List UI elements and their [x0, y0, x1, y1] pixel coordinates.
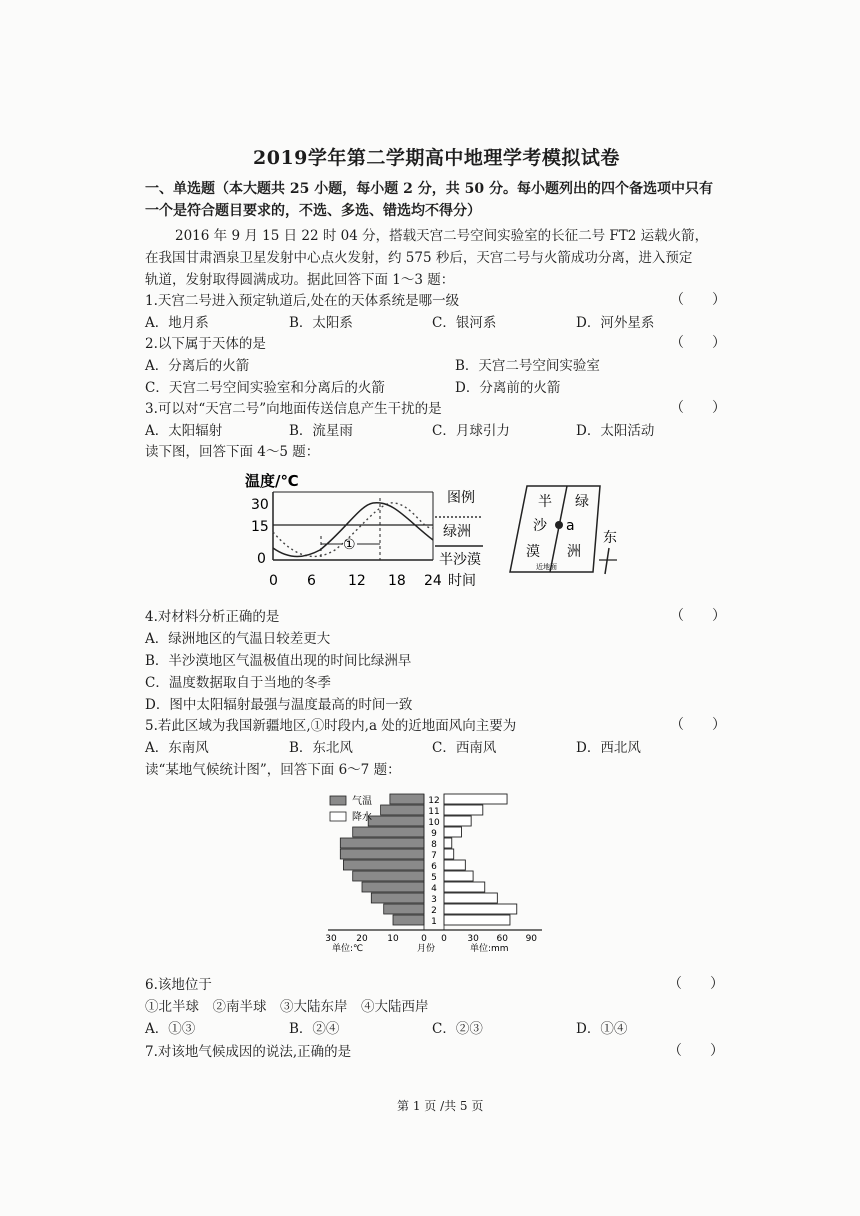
precipitation-bar — [444, 838, 452, 848]
left-tick-label: 0 — [421, 934, 427, 944]
east-arrow-icon — [605, 548, 609, 574]
question-2-stem: 2.以下属于天体的是 — [145, 336, 266, 352]
q4-option-d: D．图中太阳辐射最强与温度最高的时间一致 — [145, 697, 413, 713]
map-label: 半 — [538, 494, 552, 510]
precipitation-bar — [444, 915, 510, 925]
month-label: 4 — [431, 884, 437, 894]
month-label: 2 — [431, 906, 437, 916]
section-header-line2: 一个是符合题目要求的，不选、多选、错选均不得分） — [145, 203, 481, 219]
month-label: 10 — [428, 818, 440, 828]
temperature-bar — [393, 915, 424, 925]
map-label: 绿 — [575, 494, 589, 510]
map-label: 洲 — [567, 544, 581, 560]
precipitation-bar — [444, 794, 507, 804]
month-label: 8 — [431, 840, 437, 850]
month-label: 5 — [431, 873, 437, 883]
q2-option-b: B．天宫二号空间实验室 — [455, 358, 600, 374]
left-unit-label: 单位:℃ — [332, 944, 364, 954]
temperature-figure — [235, 470, 635, 595]
legend-title: 图例 — [447, 490, 475, 506]
q4-option-b: B．半沙漠地区气温极值出现的时间比绿洲早 — [145, 653, 412, 669]
center-axis-label: 月份 — [416, 944, 436, 954]
answer-blank-7[interactable]: （ ） — [668, 1043, 724, 1059]
period-marker: ① — [343, 537, 356, 553]
precipitation-bar — [444, 871, 473, 881]
answer-blank-1[interactable]: （ ） — [670, 292, 726, 308]
left-tick-label: 20 — [356, 934, 368, 944]
precipitation-bar — [444, 849, 454, 859]
answer-blank-5[interactable]: （ ） — [670, 717, 726, 733]
map-label: 漠 — [526, 544, 540, 560]
read-instruction-2: 读“某地气候统计图”，回答下面 6～7 题： — [145, 762, 401, 778]
right-unit-label: 单位:mm — [470, 944, 509, 954]
climate-chart — [320, 788, 550, 960]
month-label: 7 — [431, 851, 437, 861]
temperature-bar — [353, 827, 424, 837]
right-tick-label: 60 — [496, 934, 508, 944]
fig1-xtick: 6 — [307, 573, 316, 589]
temperature-bar — [340, 849, 424, 859]
q1-option-c: C．银河系 — [432, 315, 497, 331]
q6-option-d: D．①④ — [576, 1021, 628, 1037]
q1-option-b: B．太阳系 — [289, 315, 353, 331]
fig1-ytick: 15 — [251, 519, 269, 535]
answer-blank-4[interactable]: （ ） — [670, 608, 726, 624]
temperature-bar — [340, 838, 424, 848]
legend-precipitation-swatch — [330, 812, 346, 821]
q6-choices: ①北半球 ②南半球 ③大陆东岸 ④大陆西岸 — [145, 999, 429, 1015]
precipitation-bar — [444, 860, 465, 870]
q6-option-c: C．②③ — [432, 1021, 483, 1037]
legend-temperature-swatch — [330, 796, 346, 805]
precipitation-bar — [444, 893, 497, 903]
read-instruction-1: 读下图，回答下面 4～5 题： — [145, 444, 320, 460]
passage-line: 轨道，发射取得圆满成功。据此回答下面 1～3 题： — [145, 272, 455, 288]
q1-option-d: D．河外星系 — [576, 315, 655, 331]
question-7-stem: 7.对该地气候成因的说法,正确的是 — [145, 1044, 352, 1060]
fig1-xtick: 18 — [388, 573, 406, 589]
answer-blank-2[interactable]: （ ） — [670, 335, 726, 351]
q2-option-d: D．分离前的火箭 — [455, 380, 561, 396]
right-tick-label: 0 — [441, 934, 447, 944]
fig1-ytick: 30 — [251, 497, 269, 513]
page-footer: 第 1 页 /共 5 页 — [397, 1099, 484, 1113]
question-5-stem: 5.若此区域为我国新疆地区,①时段内,a 处的近地面风向主要为 — [145, 718, 517, 734]
question-6-stem: 6.该地位于 — [145, 977, 212, 993]
passage-line: 在我国甘肃酒泉卫星发射中心点火发射，约 575 秒后，天宫二号与火箭成功分离，进入预定 — [145, 250, 693, 266]
right-tick-label: 90 — [525, 934, 538, 944]
temperature-bar — [368, 816, 424, 826]
q3-option-a: A．太阳辐射 — [145, 423, 223, 439]
month-label: 11 — [428, 807, 440, 817]
temperature-bar — [353, 871, 424, 881]
left-tick-label: 10 — [387, 934, 399, 944]
map-small-label: 近地面 — [536, 563, 557, 571]
month-label: 12 — [428, 796, 440, 806]
answer-blank-3[interactable]: （ ） — [670, 400, 726, 416]
q3-option-b: B．流星雨 — [289, 423, 353, 439]
q5-option-b: B．东北风 — [289, 740, 353, 756]
passage-line: 2016 年 9 月 15 日 22 时 04 分，搭载天宫二号空间实验室的长征二号 FT2 运载火箭， — [175, 228, 709, 244]
question-3-stem: 3.可以对“天宫二号”向地面传送信息产生干扰的是 — [145, 401, 442, 417]
answer-blank-6[interactable]: （ ） — [668, 976, 724, 992]
q3-option-c: C．月球引力 — [432, 423, 510, 439]
left-tick-label: 30 — [325, 934, 337, 944]
precipitation-bar — [444, 816, 471, 826]
legend-precipitation-label: 降水 — [352, 812, 372, 823]
fig1-xtick: 24 — [424, 573, 442, 589]
q2-option-a: A．分离后的火箭 — [145, 358, 250, 374]
q2-option-c: C．天宫二号空间实验室和分离后的火箭 — [145, 380, 385, 396]
page-title: 2019学年第二学期高中地理学考模拟试卷 — [253, 147, 620, 169]
q3-option-d: D．太阳活动 — [576, 423, 655, 439]
precipitation-bar — [444, 805, 483, 815]
map-label: 沙 — [533, 518, 547, 534]
month-label: 1 — [431, 917, 437, 927]
map-label: a — [566, 518, 575, 534]
q6-option-b: B．②④ — [289, 1021, 340, 1037]
right-tick-label: 30 — [467, 934, 479, 944]
precipitation-bar — [444, 882, 485, 892]
section-header-line1: 一、单选题（本大题共 25 小题，每小题 2 分，共 50 分。每小题列出的四个备选项中只有 — [145, 181, 713, 197]
fig1-ylabel: 温度/℃ — [245, 472, 299, 490]
temperature-bar — [371, 893, 424, 903]
month-label: 6 — [431, 862, 437, 872]
precipitation-bar — [444, 904, 517, 914]
fig1-ytick: 0 — [257, 551, 266, 567]
month-label: 9 — [431, 829, 437, 839]
q5-option-a: A．东南风 — [145, 740, 209, 756]
temperature-bar — [390, 794, 424, 804]
q1-option-a: A．地月系 — [145, 315, 209, 331]
month-label: 3 — [431, 895, 437, 905]
q4-option-a: A．绿洲地区的气温日较差更大 — [145, 631, 331, 647]
fig1-xtick: 12 — [348, 573, 366, 589]
question-1-stem: 1.天宫二号进入预定轨道后,处在的天体系统是哪一级 — [145, 293, 460, 309]
legend-temperature-label: 气温 — [352, 796, 372, 807]
fig1-xtick: 0 — [269, 573, 278, 589]
point-a — [555, 521, 563, 529]
temperature-bar — [362, 882, 424, 892]
temperature-bar — [384, 904, 424, 914]
temperature-bar — [343, 860, 424, 870]
temperature-bar — [381, 805, 424, 815]
fig1-xlabel: 时间 — [448, 573, 476, 589]
question-4-stem: 4.对材料分析正确的是 — [145, 609, 280, 625]
q6-option-a: A．①③ — [145, 1021, 196, 1037]
q4-option-c: C．温度数据取自于当地的冬季 — [145, 675, 331, 691]
precipitation-bar — [444, 827, 461, 837]
map-label: 东 — [603, 530, 617, 546]
legend-semi-desert: 半沙漠 — [439, 552, 481, 568]
q5-option-c: C．西南风 — [432, 740, 497, 756]
legend-oasis: 绿洲 — [443, 524, 471, 540]
q5-option-d: D．西北风 — [576, 740, 641, 756]
